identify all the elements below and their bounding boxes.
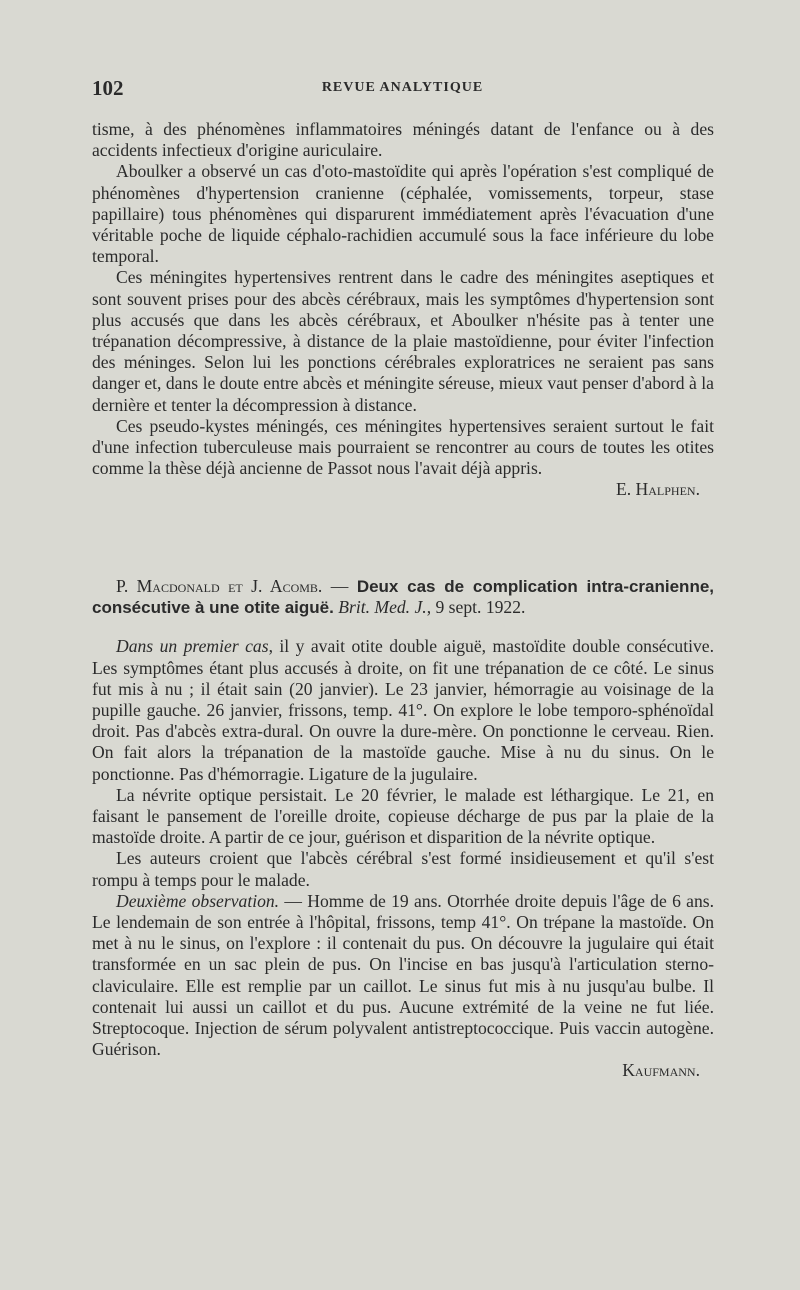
paragraph: Les auteurs croient que l'abcès cérébral s'est formé insidieusement et qu'il s'est rompu à temps pour le malade. [92, 848, 714, 890]
review-macdonald-acomb [92, 576, 714, 1082]
page-header [92, 76, 713, 102]
paragraph: Aboulker a observé un cas d'oto-mastoïdite qui après l'opération s'est compliqué de phénomènes d'hypertension cranienne (céphalée, vomissements, torpeur, stase papillaire) tous phénomènes qui disparurent immédiatement après l'évacuation d'une véritable poche de liquide céphalo-rachidien accumulé sous la face inférieure du lobe temporal. [92, 161, 714, 267]
author-signature: Kaufmann. [622, 1060, 700, 1081]
article-citation [92, 576, 714, 618]
journal-name: Brit. Med. J. [338, 597, 427, 618]
article-authors: P. Macdonald et J. Acomb. [116, 576, 323, 596]
running-title: REVUE ANALYTIQUE [321, 80, 484, 95]
article-title: Deux cas de complication intra-cranienne, consécutive à une otite aiguë. [92, 577, 715, 618]
citation-separator: — [322, 576, 357, 596]
case-lead: Deuxième observation. [116, 890, 280, 911]
paragraph: La névrite optique persistait. Le 20 février, le malade est léthargique. Le 21, en faisant le pansement de l'oreille droite, copieuse décharge de pus par la plaie de la mastoïde droite. A partir de ce jour, guérison et disparition de la névrite optique. [92, 784, 714, 848]
paragraph: Deuxième observation. — Homme de 19 ans. Otorrhée droite depuis l'âge de 6 ans. Le lendemain de son entrée à l'hôpital, frissons, temp 41°. On trépane la mastoïde. On met à nu le sinus, on l'explore : il contenait du pus. On découvre la jugulaire qui était transformée en un sac plein de pus. On l'incise en bas jusqu'à l'articulation sterno-claviculaire. Elle est remplie par un caillot. Le sinus fut mis à nu jusqu'au bulbe. Il contenait lui aussi un caillot et du pus. Aucune extrémité de la veine ne fut liée. Streptocoque. Injection de sérum polyvalent antistreptococcique. Puis vaccin autogène. Guérison. [92, 890, 714, 1060]
author-signature: E. Halphen. [616, 479, 700, 500]
page-number: 102 [92, 76, 124, 100]
paragraph: Ces méningites hypertensives rentrent dans le cadre des méningites aseptiques et sont souvent prises pour des abcès cérébraux, mais les symptômes d'hypertension sont plus accusés que dans les abcès cérébraux, et Aboulker n'hésite pas à tenter une trépanation décompressive, à distance de la plaie mastoïdienne, pour éviter l'infection des méninges. Selon lui les ponctions cérébrales exploratrices ne seraient pas sans danger et, dans le doute entre abcès et méningite séreuse, mieux vaut penser d'abord à la dernière et tenter la décompression à distance. [92, 267, 714, 415]
paragraph: Dans un premier cas, il y avait otite double aiguë, mastoïdite double consécutive. Les symptômes étant plus accusés à droite, on fit une trépanation de ce côté. Le sinus fut mis à nu ; il était sain (20 janvier). Le 23 janvier, hémorragie au voisinage de la pupille gauche. 26 janvier, frissons, temp. 41°. On explore le lobe temporo-sphénoïdal droit. Pas d'abcès extra-dural. On ouvre la dure-mère. On ponctionne le cerveau. Rien. On fait alors la trépanation de la mastoïde gauche. Mise à nu du sinus. On le ponctionne. Pas d'hémorragie. Ligature de la jugulaire. [92, 636, 715, 784]
paragraph: tisme, à des phénomènes inflammatoires méningés datant de l'enfance ou à des accidents infectieux d'origine auriculaire. [92, 119, 714, 161]
review-halphen [92, 119, 714, 501]
case-lead: Dans un premier cas [116, 636, 269, 657]
publication-date: , 9 sept. 1922. [426, 597, 526, 618]
paragraph: Ces pseudo-kystes méningés, ces méningites hypertensives seraient surtout le fait d'une infection tuberculeuse mais pourraient se rencontrer au cours de toutes les otites comme la thèse déjà ancienne de Passot nous l'avait déjà appris. [92, 415, 714, 479]
